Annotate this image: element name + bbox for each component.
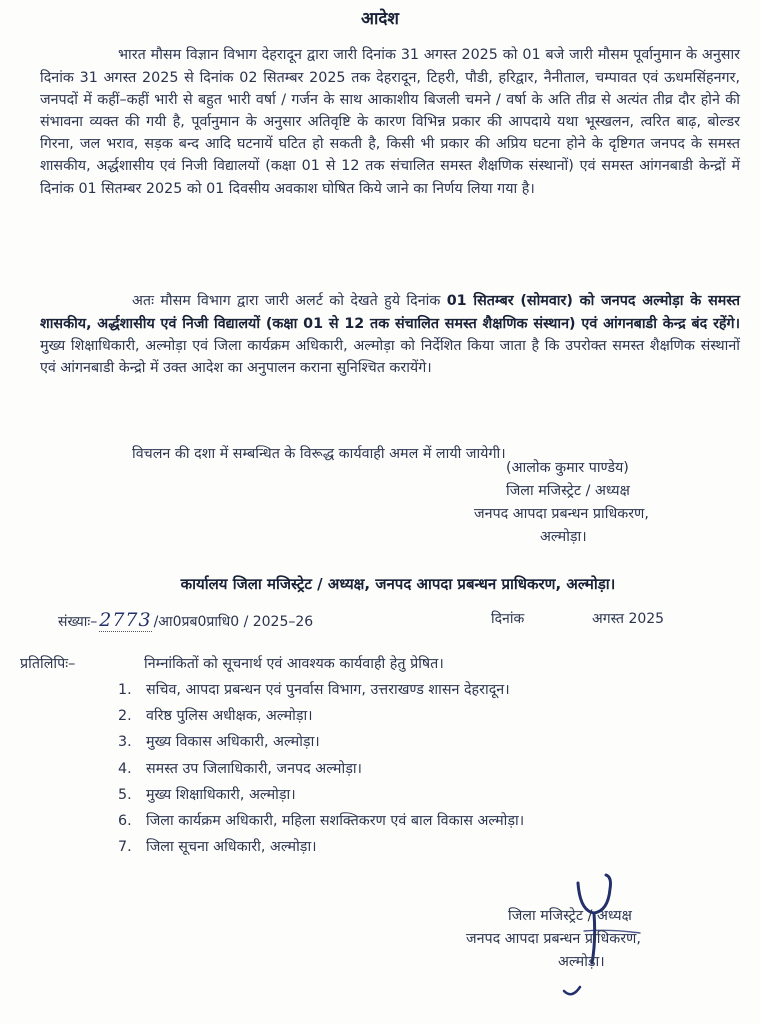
list-item	[118, 782, 524, 808]
list-item-number: 7.	[118, 839, 132, 856]
directive-bold-text: 01 सितम्बर (सोमवार) को जनपद अल्मोड़ा के समस्त शासकीय, अर्द्धशासीय एवं निजी विद्यालयों (कक्षा 01 से 12 तक संचालित समस्त शैक्षणिक संस्थान) एवं आंगनबाडी केन्द्र बंद रहेंगे।	[40, 293, 740, 332]
reference-label: संख्याः–	[58, 614, 98, 630]
list-item	[118, 756, 524, 782]
copy-intro: निम्नांकितों को सूचनार्थ एवं आवश्यक कार्यवाही हेतु प्रेषित।	[144, 656, 444, 672]
list-item	[118, 808, 524, 834]
list-item-number: 1.	[118, 682, 132, 698]
footer-signatory-authority: जनपद आपदा प्रबन्धन प्राधिकरण,	[466, 931, 641, 947]
office-header: कार्यालय जिला मजिस्ट्रेट / अध्यक्ष, जनपद आपदा प्रबन्धन प्राधिकरण, अल्मोड़ा।	[180, 575, 616, 593]
signatory-block	[468, 457, 748, 549]
order-paragraph-directive	[40, 290, 740, 379]
directive-lead: अतः मौसम विभाग द्वारा जारी अलर्ट को देखते हुये दिनांक	[132, 293, 447, 310]
list-item	[118, 834, 524, 860]
footer-signatory-place: अल्मोड़ा।	[558, 954, 605, 970]
list-item-number: 5.	[118, 786, 132, 803]
copy-heading: प्रतिलिपिः–	[20, 656, 76, 672]
reference-number: 2773	[99, 609, 152, 631]
list-item-number: 6.	[118, 813, 132, 830]
list-item	[118, 677, 524, 703]
footer-signatory-block	[458, 905, 748, 974]
list-item-text: मुख्य शिक्षाधिकारी, अल्मोड़ा।	[146, 786, 296, 803]
list-item	[118, 729, 524, 755]
list-item-number: 4.	[118, 760, 132, 777]
signatory-authority: जनपद आपदा प्रबन्धन प्राधिकरण,	[474, 506, 649, 522]
list-item-text: वरिष्ठ पुलिस अधीक्षक, अल्मोड़ा।	[146, 708, 313, 725]
document-title: आदेश	[361, 9, 399, 29]
signatory-name: (आलोक कुमार पाण्डेय)	[506, 460, 629, 476]
date-label: दिनांक	[491, 611, 525, 627]
list-item	[118, 703, 524, 729]
list-item-text: समस्त उप जिलाधिकारी, जनपद अल्मोड़ा।	[146, 760, 362, 777]
list-item-number: 3.	[118, 734, 132, 751]
reference-line	[58, 609, 718, 632]
list-item-text: जिला सूचना अधिकारी, अल्मोड़ा।	[146, 839, 317, 856]
order-paragraph-background: भारत मौसम विज्ञान विभाग देहरादून द्वारा जारी दिनांक 31 अगस्त 2025 को 01 बजे जारी मौसम पूर्वानुमान के अनुसार दिनांक 31 अगस्त 2025 से दिनांक 02 सितम्बर 2025 तक देहरादून, टिहरी, पौडी, हरिद्वार, नैनीताल, चम्पावत एवं ऊधमसिंहनगर, जनपदों में कहीं–कहीं भारी से बहुत भारी वर्षा / गर्जन के साथ आकाशीय बिजली चमने / वर्षा के अति तीव्र से अत्यंत तीव्र दौर होने की संभावना व्यक्त की गयी है, पूर्वानुमान के अनुसार अतिवृष्टि के कारण विभिन्न प्रकार की आपदाये यथा भूस्खलन, त्वरित बाढ़, बोल्डर गिरना, जल भराव, सड़क बन्द आदि घटनायें घटित हो सकती है, किसी भी प्रकार की अप्रिय घटना होने के दृष्टिगत जनपद के समस्त शासकीय, अर्द्धशासीय एवं निजी विद्यालयों (कक्षा 01 से 12 तक संचालित समस्त शैक्षणिक संस्थानों) एवं समस्त आंगनबाडी केन्द्रों में दिनांक 01 सितम्बर 2025 को 01 दिवसीय अवकाश घोषित किये जाने का निर्णय लिया गया है।	[40, 47, 740, 197]
recipient-list	[118, 677, 524, 860]
signatory-designation: जिला मजिस्ट्रेट / अध्यक्ष	[506, 483, 630, 499]
footer-signatory-designation: जिला मजिस्ट्रेट / अध्यक्ष	[508, 908, 632, 924]
list-item-number: 2.	[118, 708, 132, 725]
reference-suffix: /आ0प्रब0प्राधि0 / 2025–26	[153, 614, 314, 630]
list-item-text: सचिव, आपदा प्रबन्धन एवं पुनर्वास विभाग, उत्तराखण्ड शासन देहरादून।	[146, 682, 510, 698]
directive-rest: मुख्य शिक्षाधिकारी, अल्मोड़ा एवं जिला कार्यक्रम अधिकारी, अल्मोड़ा को निर्देशित किया जाता है कि उपरोक्त समस्त शैक्षणिक संस्थानों एवं आंगनबाडी केन्द्रो में उक्त आदेश का अनुपालन कराना सुनिश्चित करायेंगे।	[40, 337, 740, 376]
list-item-text: मुख्य विकास अधिकारी, अल्मोड़ा।	[146, 734, 320, 751]
list-item-text: जिला कार्यक्रम अधिकारी, महिला सशक्तिकरण एवं बाल विकास अल्मोड़ा।	[146, 813, 525, 830]
order-paragraph-penalty: विचलन की दशा में सम्बन्धित के विरूद्ध कार्यवाही अमल में लायी जायेगी।	[132, 446, 506, 463]
date-value: अगस्त 2025	[592, 611, 665, 627]
signatory-place: अल्मोड़ा।	[540, 529, 587, 545]
